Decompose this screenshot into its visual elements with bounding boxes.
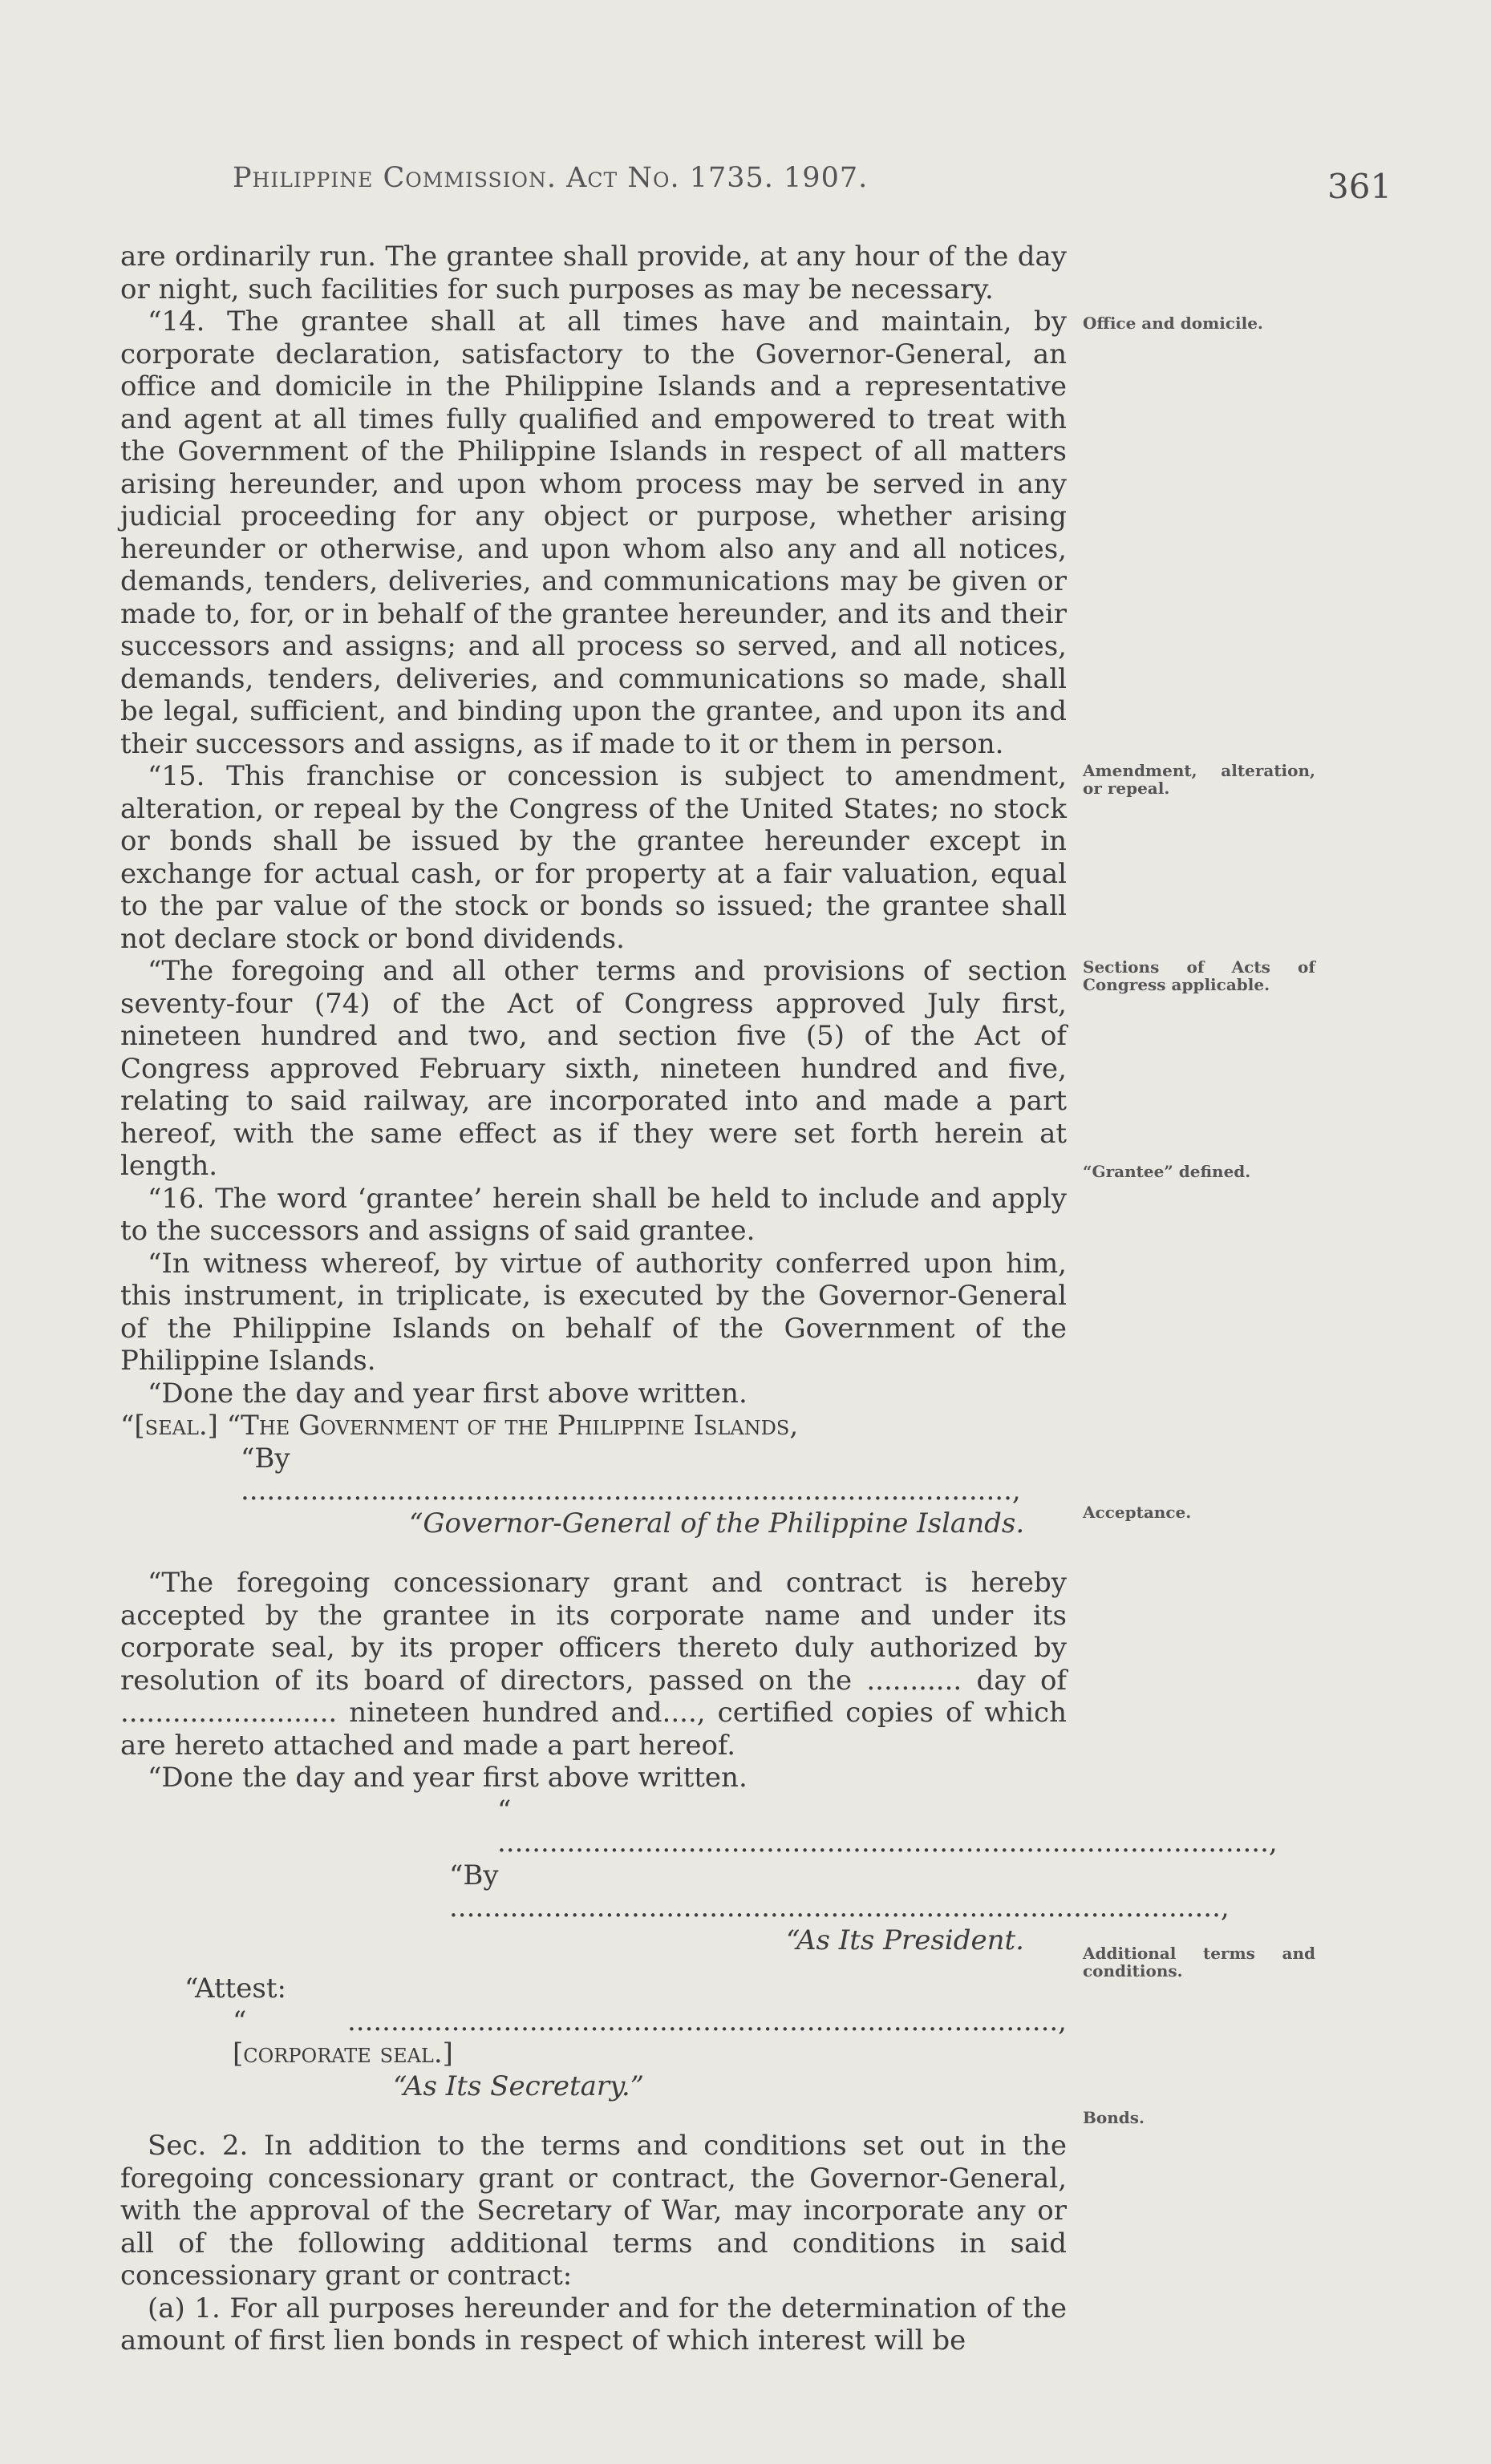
attest-label: “Attest: — [184, 1972, 286, 2005]
paragraph-15: “15. This franchise or concession is subject to amendment, alteration, or repeal by the Congress of the United States; no stock or bonds shall be issued by the grantee hereunder except in exchange for actual cash, or for property at a fair valuation, equal to the par value of the stock or bonds so issued; the grantee shall not declare stock or bond dividends. — [120, 760, 1067, 955]
section-2: Sec. 2. In addition to the terms and conditions set out in the foregoing concessionary grant or contract, the Governor-General, with the approval of the Secretary of War, may incorporate any or all of the following additional terms and conditions in said concessionary grant or contract: — [120, 2130, 1067, 2292]
margin-note-office: Office and domicile. — [1083, 314, 1263, 333]
margin-note-acceptance: Acceptance. — [1083, 1503, 1192, 1522]
paragraph-14: “14. The grantee shall at all times have and maintain, by corporate declaration, satisfactory to the Governor-General, an office and domicile in the Philippine Islands and a representative and agent at all times fully qualified and empowered to treat with the Government of the Philippine Islands in respect of all matters arising hereunder, and upon whom process may be served in any judicial proceeding for any object or purpose, whether arising hereunder or otherwise, and upon whom also any and all notices, demands, tenders, deliveries, and communications may be given or made to, for, or in behalf of the grantee hereunder, and its and their successors and assigns; and all process so served, and all notices, demands, tenders, deliveries, and communications so made, shall be legal, sufficient, and binding upon the grantee, and upon its and their successors and assigns, as if made to it or them in person. — [120, 305, 1067, 760]
margin-note-grantee: “Grantee” defined. — [1083, 1162, 1251, 1181]
margin-note-bonds: Bonds. — [1083, 2108, 1145, 2127]
by-line-governor: “By ........................................................................................., — [241, 1442, 1021, 1507]
paragraph-continuation: are ordinarily run. The grantee shall provide, at any hour of the day or night, such facilities for such purposes as may be necessary. — [120, 241, 1067, 305]
section-2a: (a) 1. For all purposes hereunder and for the determination of the amount of first lien bonds in respect of which interest will be — [120, 2292, 1067, 2357]
paragraph-acceptance: “The foregoing concessionary grant and contract is hereby accepted by the grantee in its corporate name and under its corporate seal, by its proper officers thereto duly authorized by resolution of its board of directors, passed on the ........... day of ......................... nineteen hundred and...., certified copies of which are hereto attached and made a part hereof. — [120, 1567, 1067, 1762]
governor-title: “Governor-General of the Philippine Islands. — [409, 1507, 1025, 1539]
paragraph-done-2: “Done the day and year first above written. — [148, 1762, 748, 1794]
paragraph-done-1: “Done the day and year first above written. — [148, 1377, 748, 1410]
seal-line: “[seal.] “The Government of the Philippine Islands, — [120, 1410, 799, 1442]
by-line-president: “By ........................................................................................., — [449, 1859, 1230, 1924]
paragraph-foregoing: “The foregoing and all other terms and provisions of section seventy-four (74) of the Act of Congress approved July first, nineteen hundred and two, and section five (5) of the Act of Congress approved February sixth, nineteen hundred and five, relating to said railway, are incorporated into and made a part hereof, with the same effect as if they were set forth herein at length. — [120, 955, 1067, 1182]
margin-note-sections: Sections of Acts of Congress applicable. — [1083, 957, 1315, 994]
secretary-title: “As Its Secretary.” — [393, 2070, 645, 2102]
blank-signature-line: “ ........................................................................................., — [497, 1794, 1278, 1859]
president-title: “As Its President. — [786, 1924, 1024, 1956]
paragraph-16: “16. The word ‘grantee’ herein shall be held to include and apply to the successors and assigns of said grantee. — [120, 1182, 1067, 1247]
margin-note-additional: Additional terms and conditions. — [1083, 1944, 1315, 1981]
page-number: 361 — [1327, 167, 1392, 206]
attest-signature-line: “ .................................................................................., [corporate seal.] — [233, 2005, 1067, 2070]
running-header: Philippine Commission. Act No. 1735. 1907. — [233, 162, 869, 194]
margin-note-amendment: Amendment, alteration, or repeal. — [1083, 761, 1315, 798]
paragraph-witness: “In witness whereof, by virtue of authority conferred upon him, this instrument, in triplicate, is executed by the Governor-General of the Philippine Islands on behalf of the Government of the Philippine Islands. — [120, 1247, 1067, 1377]
